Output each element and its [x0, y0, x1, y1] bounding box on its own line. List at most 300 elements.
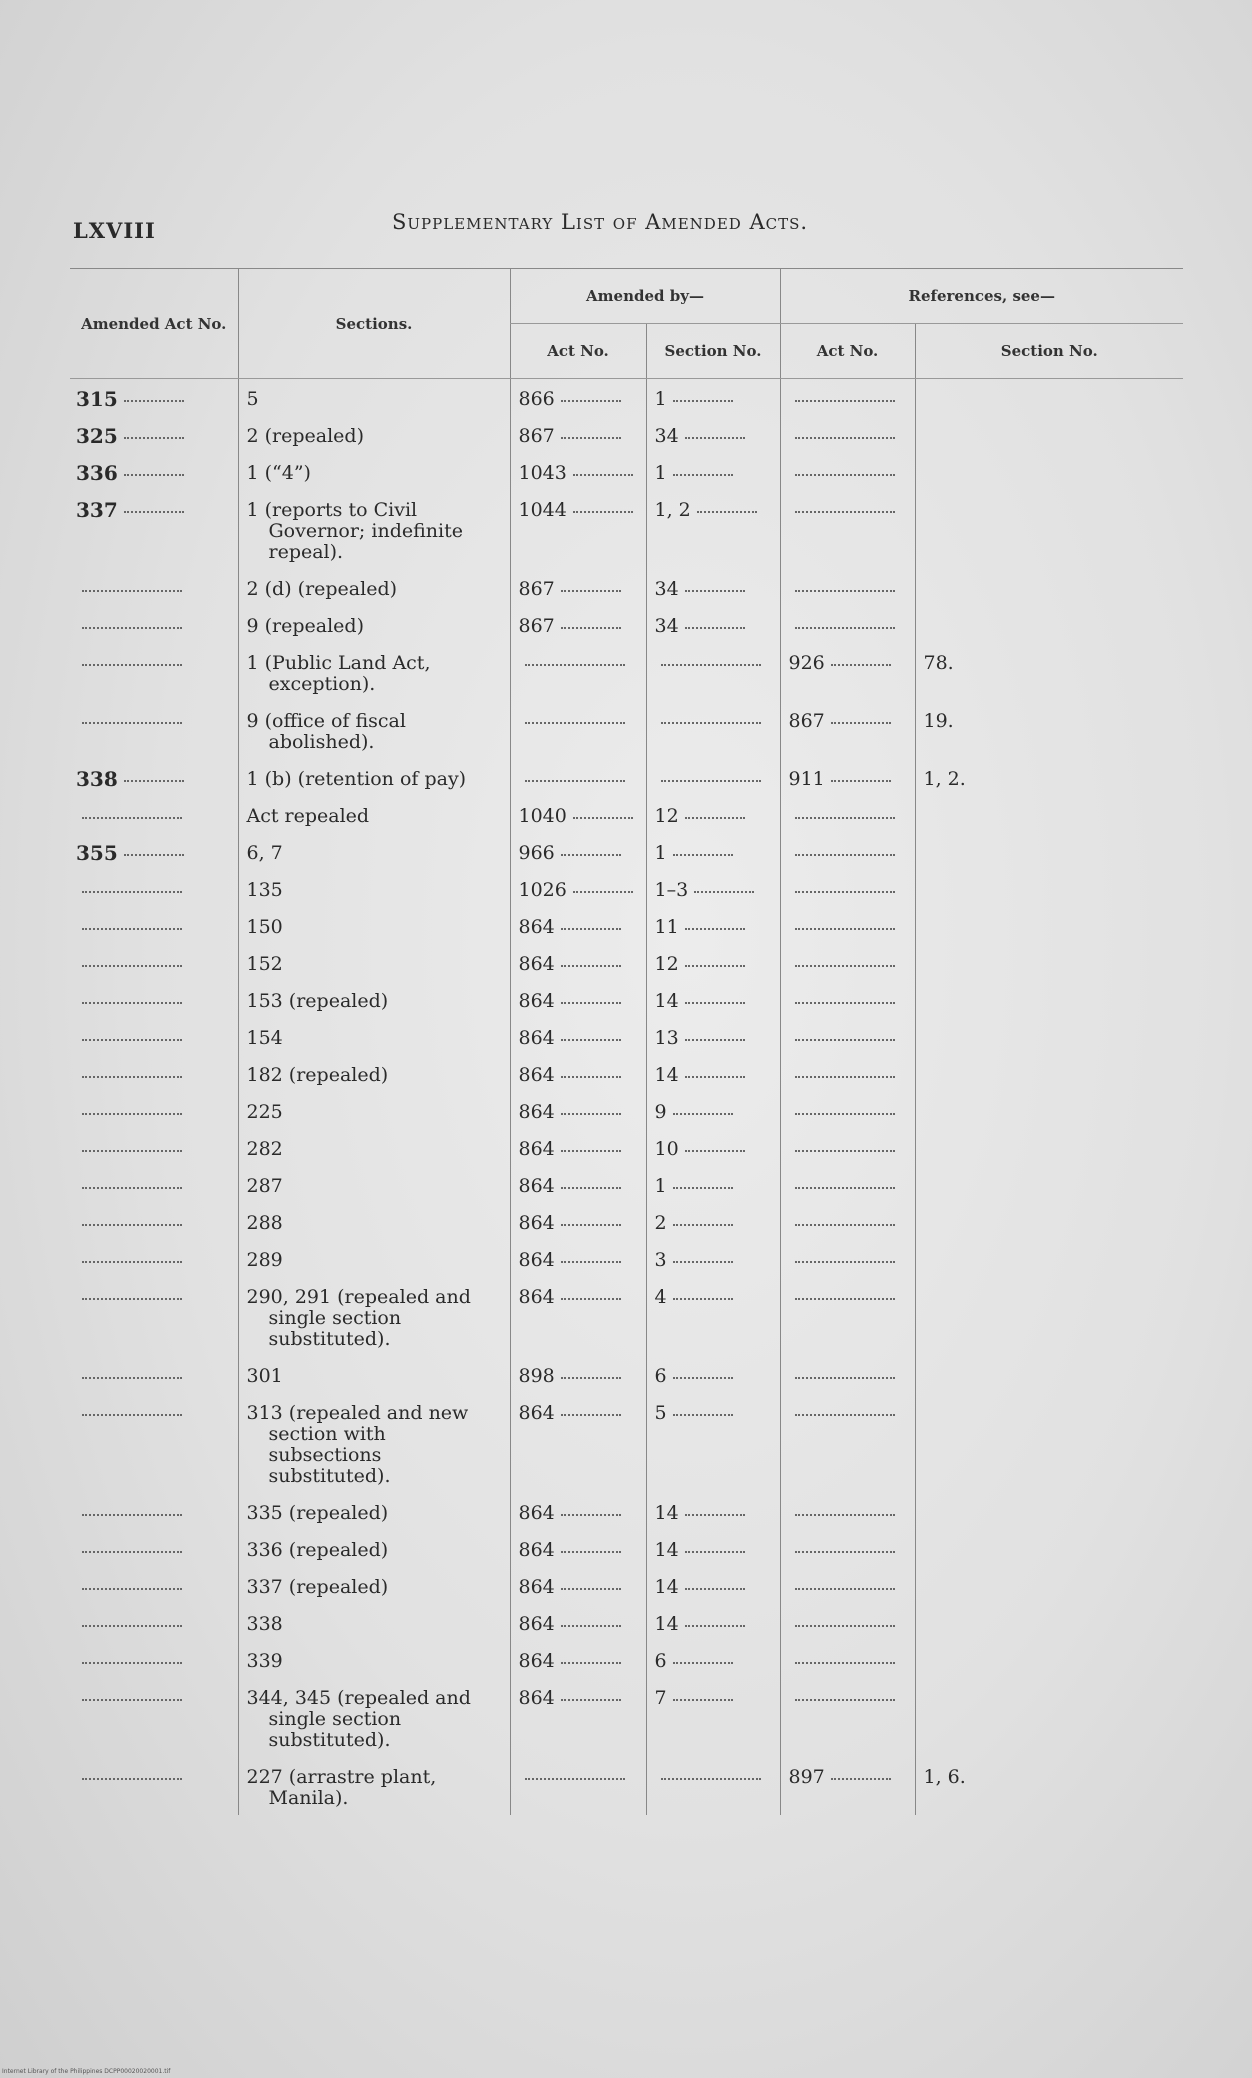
amended-by-act-cell	[510, 1356, 646, 1393]
amended-by-act-cell-text: 864	[518, 1613, 555, 1635]
dot-leader	[82, 927, 182, 930]
table-row	[70, 1393, 1183, 1493]
dot-leader	[795, 589, 895, 592]
sections-cell	[238, 1129, 510, 1166]
dot-leader	[661, 721, 761, 724]
amended-by-act-cell	[510, 1166, 646, 1203]
sections-cell	[238, 643, 510, 701]
dot-leader	[795, 1149, 895, 1152]
sections-cell-text: 135	[246, 879, 283, 901]
dot-leader	[525, 663, 625, 666]
sections-cell-text: 227 (arrastre plant, Manila).	[246, 1766, 437, 1809]
dot-leader	[561, 589, 621, 592]
sections-cell	[238, 1018, 510, 1055]
dot-leader	[795, 1624, 895, 1627]
amended-by-act-cell	[510, 1530, 646, 1567]
amended-by-section-cell	[646, 944, 780, 981]
amended-by-act-cell	[510, 379, 646, 417]
dot-leader	[573, 473, 633, 476]
table-row	[70, 416, 1183, 453]
sections-cell-text: 301	[246, 1365, 283, 1387]
dot-leader	[82, 1698, 182, 1701]
reference-section-cell	[915, 1393, 1183, 1493]
amended-by-act-cell-text: 864	[518, 1650, 555, 1672]
sections-cell-text: 337 (repealed)	[246, 1576, 389, 1598]
dot-leader	[82, 1297, 182, 1300]
sections-cell	[238, 1277, 510, 1356]
dot-leader	[124, 473, 184, 476]
dot-leader	[831, 779, 891, 782]
dot-leader	[561, 1297, 621, 1300]
amended-by-act-cell-text: 1026	[518, 879, 567, 901]
dot-leader	[685, 927, 745, 930]
dot-leader	[685, 1624, 745, 1627]
reference-section-cell	[915, 379, 1183, 417]
table-row	[70, 981, 1183, 1018]
dot-leader	[561, 436, 621, 439]
dot-leader	[561, 1550, 621, 1553]
table-row	[70, 870, 1183, 907]
dot-leader	[673, 853, 733, 856]
dot-leader	[561, 964, 621, 967]
reference-section-cell	[915, 1129, 1183, 1166]
sections-cell	[238, 1092, 510, 1129]
amended-by-act-cell-text: 864	[518, 1175, 555, 1197]
reference-section-cell	[915, 416, 1183, 453]
reference-section-cell	[915, 870, 1183, 907]
reference-act-cell	[780, 944, 915, 981]
dot-leader	[673, 1260, 733, 1263]
reference-act-cell	[780, 606, 915, 643]
header-section-no: Section No.	[646, 324, 780, 379]
amended-by-act-cell	[510, 944, 646, 981]
amended-by-act-cell	[510, 1240, 646, 1277]
reference-section-cell	[915, 701, 1183, 759]
dot-leader	[82, 1149, 182, 1152]
amended-act-no-cell	[70, 833, 238, 870]
amended-act-no-cell	[70, 416, 238, 453]
amended-act-no-cell	[70, 1277, 238, 1356]
dot-leader	[795, 399, 895, 402]
reference-act-cell	[780, 1055, 915, 1092]
reference-act-cell	[780, 490, 915, 569]
reference-section-cell	[915, 1493, 1183, 1530]
amended-by-section-cell	[646, 1641, 780, 1678]
reference-act-cell-text: 911	[788, 768, 825, 790]
amended-by-section-cell-text: 11	[654, 916, 679, 938]
amended-by-section-cell	[646, 379, 780, 417]
sections-cell-text: 289	[246, 1249, 283, 1271]
table-row	[70, 379, 1183, 417]
dot-leader	[573, 890, 633, 893]
sections-cell-text: 290, 291 (repealed and single section substituted).	[246, 1286, 471, 1350]
amended-by-act-cell-text: 1043	[518, 462, 567, 484]
dot-leader	[525, 721, 625, 724]
amended-act-no-cell	[70, 1203, 238, 1240]
reference-section-cell	[915, 1641, 1183, 1678]
dot-leader	[831, 1777, 891, 1780]
amended-by-section-cell	[646, 606, 780, 643]
dot-leader	[673, 1112, 733, 1115]
sections-cell-text: 6, 7	[246, 842, 283, 864]
sections-cell	[238, 1493, 510, 1530]
dot-leader	[673, 1186, 733, 1189]
reference-act-cell	[780, 1530, 915, 1567]
table-row	[70, 944, 1183, 981]
amended-by-act-cell-text: 864	[518, 1027, 555, 1049]
amended-by-section-cell	[646, 870, 780, 907]
amended-by-act-cell-text: 864	[518, 1138, 555, 1160]
dot-leader	[82, 1038, 182, 1041]
amended-by-act-cell	[510, 1018, 646, 1055]
amended-act-no-cell	[70, 643, 238, 701]
dot-leader	[685, 1149, 745, 1152]
amended-by-section-cell-text: 9	[654, 1101, 667, 1123]
amended-by-act-cell	[510, 907, 646, 944]
amended-by-act-cell-text: 864	[518, 1539, 555, 1561]
dot-leader	[82, 626, 182, 629]
sections-cell	[238, 1356, 510, 1393]
amended-acts-table	[70, 268, 1183, 1815]
dot-leader	[685, 1075, 745, 1078]
reference-act-cell	[780, 981, 915, 1018]
dot-leader	[561, 1260, 621, 1263]
dot-leader	[573, 816, 633, 819]
reference-act-cell	[780, 379, 915, 417]
amended-by-section-cell	[646, 569, 780, 606]
sections-cell-text: 282	[246, 1138, 283, 1160]
dot-leader	[82, 1624, 182, 1627]
amended-act-no-cell	[70, 1641, 238, 1678]
reference-section-cell	[915, 944, 1183, 981]
amended-by-section-cell	[646, 1356, 780, 1393]
amended-by-section-cell	[646, 981, 780, 1018]
table-row	[70, 1356, 1183, 1393]
reference-act-cell	[780, 1277, 915, 1356]
amended-by-section-cell	[646, 416, 780, 453]
amended-act-no-cell	[70, 1018, 238, 1055]
reference-section-cell	[915, 490, 1183, 569]
amended-by-act-cell-text: 864	[518, 1576, 555, 1598]
table-row	[70, 606, 1183, 643]
amended-by-section-cell-text: 14	[654, 1539, 679, 1561]
sections-cell	[238, 1641, 510, 1678]
amended-by-act-cell-text: 867	[518, 578, 555, 600]
sections-cell-text: 1 (b) (retention of pay)	[246, 768, 467, 790]
reference-section-cell	[915, 1166, 1183, 1203]
dot-leader	[561, 1513, 621, 1516]
table-row	[70, 1240, 1183, 1277]
amended-act-no-cell	[70, 1356, 238, 1393]
reference-act-cell	[780, 1493, 915, 1530]
amended-by-section-cell	[646, 1240, 780, 1277]
sections-cell	[238, 1757, 510, 1815]
sections-cell-text: 150	[246, 916, 283, 938]
amended-by-section-cell-text: 14	[654, 1064, 679, 1086]
amended-by-act-cell	[510, 833, 646, 870]
reference-section-cell	[915, 453, 1183, 490]
amended-by-section-cell-text: 34	[654, 615, 679, 637]
table-row	[70, 643, 1183, 701]
table-row	[70, 759, 1183, 796]
amended-by-act-cell	[510, 1678, 646, 1757]
dot-leader	[685, 816, 745, 819]
header-sections: Sections.	[238, 269, 510, 379]
sections-cell	[238, 1567, 510, 1604]
amended-by-section-cell-text: 6	[654, 1365, 667, 1387]
reference-act-cell	[780, 1757, 915, 1815]
amended-by-act-cell-text: 864	[518, 1101, 555, 1123]
amended-act-no-cell	[70, 907, 238, 944]
sections-cell-text: 339	[246, 1650, 283, 1672]
reference-act-cell	[780, 1604, 915, 1641]
amended-by-section-cell	[646, 453, 780, 490]
dot-leader	[795, 1550, 895, 1553]
sections-cell-text: 153 (repealed)	[246, 990, 389, 1012]
table-row	[70, 1092, 1183, 1129]
amended-act-no-cell	[70, 379, 238, 417]
dot-leader	[561, 853, 621, 856]
dot-leader	[525, 1777, 625, 1780]
reference-act-cell	[780, 1356, 915, 1393]
dot-leader	[82, 1186, 182, 1189]
page-number: LXVIII	[73, 218, 156, 243]
sections-cell-text: 152	[246, 953, 283, 975]
amended-by-act-cell	[510, 569, 646, 606]
sections-cell-text: 1 (“4”)	[246, 462, 311, 484]
dot-leader	[561, 626, 621, 629]
amended-by-act-cell-text: 864	[518, 1687, 555, 1709]
dot-leader	[82, 1661, 182, 1664]
dot-leader	[561, 1001, 621, 1004]
amended-act-no-cell	[70, 944, 238, 981]
dot-leader	[685, 436, 745, 439]
dot-leader	[685, 1513, 745, 1516]
amended-act-no-cell	[70, 981, 238, 1018]
amended-by-section-cell-text: 2	[654, 1212, 667, 1234]
amended-act-no-cell	[70, 759, 238, 796]
amended-by-section-cell	[646, 833, 780, 870]
reference-act-cell	[780, 1240, 915, 1277]
amended-by-act-cell	[510, 643, 646, 701]
dot-leader	[561, 1587, 621, 1590]
dot-leader	[82, 1112, 182, 1115]
amended-by-section-cell-text: 3	[654, 1249, 667, 1271]
sections-cell-text: 338	[246, 1613, 283, 1635]
table-row	[70, 1567, 1183, 1604]
dot-leader	[124, 399, 184, 402]
amended-by-act-cell	[510, 981, 646, 1018]
amended-act-no-cell	[70, 870, 238, 907]
amended-by-section-cell	[646, 1757, 780, 1815]
reference-act-cell	[780, 796, 915, 833]
sections-cell	[238, 907, 510, 944]
amended-act-no-cell	[70, 1166, 238, 1203]
amended-by-act-cell	[510, 416, 646, 453]
amended-act-no-cell	[70, 701, 238, 759]
reference-section-cell	[915, 1530, 1183, 1567]
reference-section-cell	[915, 907, 1183, 944]
amended-by-section-cell-text: 34	[654, 425, 679, 447]
sections-cell-text: 5	[246, 388, 259, 410]
amended-by-act-cell	[510, 1567, 646, 1604]
dot-leader	[673, 1376, 733, 1379]
dot-leader	[561, 1038, 621, 1041]
header-amended-act-no: Amended Act No.	[70, 269, 238, 379]
reference-section-cell	[915, 1567, 1183, 1604]
amended-by-act-cell-text: 966	[518, 842, 555, 864]
amended-by-act-cell-text: 866	[518, 388, 555, 410]
amended-by-section-cell-text: 14	[654, 1576, 679, 1598]
amended-by-section-cell	[646, 1055, 780, 1092]
dot-leader	[561, 399, 621, 402]
dot-leader	[561, 1661, 621, 1664]
table-row	[70, 833, 1183, 870]
reference-section-cell	[915, 569, 1183, 606]
sections-cell	[238, 490, 510, 569]
reference-section-cell-text: 19.	[923, 710, 954, 732]
amended-by-act-cell	[510, 1641, 646, 1678]
dot-leader	[82, 1223, 182, 1226]
table-row	[70, 1604, 1183, 1641]
amended-by-act-cell	[510, 1203, 646, 1240]
dot-leader	[124, 853, 184, 856]
reference-section-cell	[915, 1055, 1183, 1092]
amended-act-no-cell	[70, 1055, 238, 1092]
dot-leader	[561, 1413, 621, 1416]
amended-by-act-cell	[510, 701, 646, 759]
dot-leader	[795, 510, 895, 513]
dot-leader	[82, 1587, 182, 1590]
dot-leader	[82, 1777, 182, 1780]
dot-leader	[795, 1038, 895, 1041]
amended-by-section-cell-text: 1, 2	[654, 499, 691, 521]
amended-by-act-cell	[510, 1277, 646, 1356]
sections-cell-text: 9 (repealed)	[246, 615, 364, 637]
amended-act-no-cell	[70, 606, 238, 643]
dot-leader	[561, 927, 621, 930]
amended-by-section-cell-text: 14	[654, 1502, 679, 1524]
amended-by-section-cell-text: 1	[654, 842, 667, 864]
dot-leader	[82, 890, 182, 893]
amended-by-act-cell	[510, 1493, 646, 1530]
dot-leader	[795, 1297, 895, 1300]
reference-section-cell-text: 1, 6.	[923, 1766, 966, 1788]
table-row	[70, 1277, 1183, 1356]
dot-leader	[561, 1112, 621, 1115]
amended-act-no-cell	[70, 1393, 238, 1493]
amended-act-no-cell	[70, 1604, 238, 1641]
amended-by-section-cell-text: 7	[654, 1687, 667, 1709]
table-row	[70, 701, 1183, 759]
dot-leader	[673, 1413, 733, 1416]
dot-leader	[661, 663, 761, 666]
sections-cell-text: 313 (repealed and new section with subsections substituted).	[246, 1402, 469, 1487]
dot-leader	[795, 626, 895, 629]
reference-act-cell	[780, 833, 915, 870]
reference-section-cell	[915, 1203, 1183, 1240]
amended-by-section-cell-text: 1	[654, 388, 667, 410]
reference-section-cell	[915, 643, 1183, 701]
amended-by-section-cell	[646, 1277, 780, 1356]
amended-by-section-cell-text: 10	[654, 1138, 679, 1160]
sections-cell	[238, 1166, 510, 1203]
dot-leader	[795, 1661, 895, 1664]
dot-leader	[661, 1777, 761, 1780]
table-row	[70, 1641, 1183, 1678]
dot-leader	[795, 1223, 895, 1226]
dot-leader	[795, 816, 895, 819]
sections-cell-text: 225	[246, 1101, 283, 1123]
header-ref-section-no: Section No.	[915, 324, 1183, 379]
dot-leader	[661, 779, 761, 782]
amended-act-no-cell	[70, 490, 238, 569]
amended-by-section-cell	[646, 1092, 780, 1129]
dot-leader	[673, 1661, 733, 1664]
amended-by-act-cell-text: 864	[518, 990, 555, 1012]
amended-act-no-cell	[70, 1678, 238, 1757]
table-row	[70, 1203, 1183, 1240]
amended-by-section-cell-text: 4	[654, 1286, 667, 1308]
header-ref-act-no: Act No.	[780, 324, 915, 379]
dot-leader	[685, 1038, 745, 1041]
sections-cell	[238, 944, 510, 981]
reference-act-cell-text: 867	[788, 710, 825, 732]
reference-section-cell	[915, 1604, 1183, 1641]
amended-act-no-cell	[70, 569, 238, 606]
reference-act-cell	[780, 907, 915, 944]
dot-leader	[82, 663, 182, 666]
dot-leader	[795, 1112, 895, 1115]
amended-by-section-cell-text: 34	[654, 578, 679, 600]
dot-leader	[82, 964, 182, 967]
dot-leader	[82, 1376, 182, 1379]
table-row	[70, 1055, 1183, 1092]
dot-leader	[795, 964, 895, 967]
dot-leader	[673, 473, 733, 476]
amended-by-section-cell	[646, 759, 780, 796]
reference-act-cell	[780, 1203, 915, 1240]
dot-leader	[673, 1698, 733, 1701]
amended-act-no-cell-text: 315	[76, 387, 118, 411]
amended-by-section-cell	[646, 796, 780, 833]
sections-cell	[238, 1055, 510, 1092]
table-row	[70, 907, 1183, 944]
dot-leader	[795, 436, 895, 439]
dot-leader	[795, 1698, 895, 1701]
reference-act-cell	[780, 701, 915, 759]
sections-cell	[238, 1203, 510, 1240]
reference-act-cell	[780, 416, 915, 453]
table-row	[70, 1678, 1183, 1757]
dot-leader	[561, 1624, 621, 1627]
dot-leader	[82, 1001, 182, 1004]
sections-cell	[238, 1604, 510, 1641]
amended-act-no-cell	[70, 1129, 238, 1166]
dot-leader	[124, 779, 184, 782]
dot-leader	[697, 510, 757, 513]
dot-leader	[795, 853, 895, 856]
amended-by-section-cell	[646, 1530, 780, 1567]
amended-by-act-cell	[510, 759, 646, 796]
sections-cell	[238, 569, 510, 606]
table-row	[70, 490, 1183, 569]
reference-act-cell-text: 897	[788, 1766, 825, 1788]
amended-by-section-cell-text: 1–3	[654, 879, 689, 901]
reference-act-cell	[780, 1129, 915, 1166]
reference-section-cell	[915, 1277, 1183, 1356]
amended-by-act-cell	[510, 1604, 646, 1641]
